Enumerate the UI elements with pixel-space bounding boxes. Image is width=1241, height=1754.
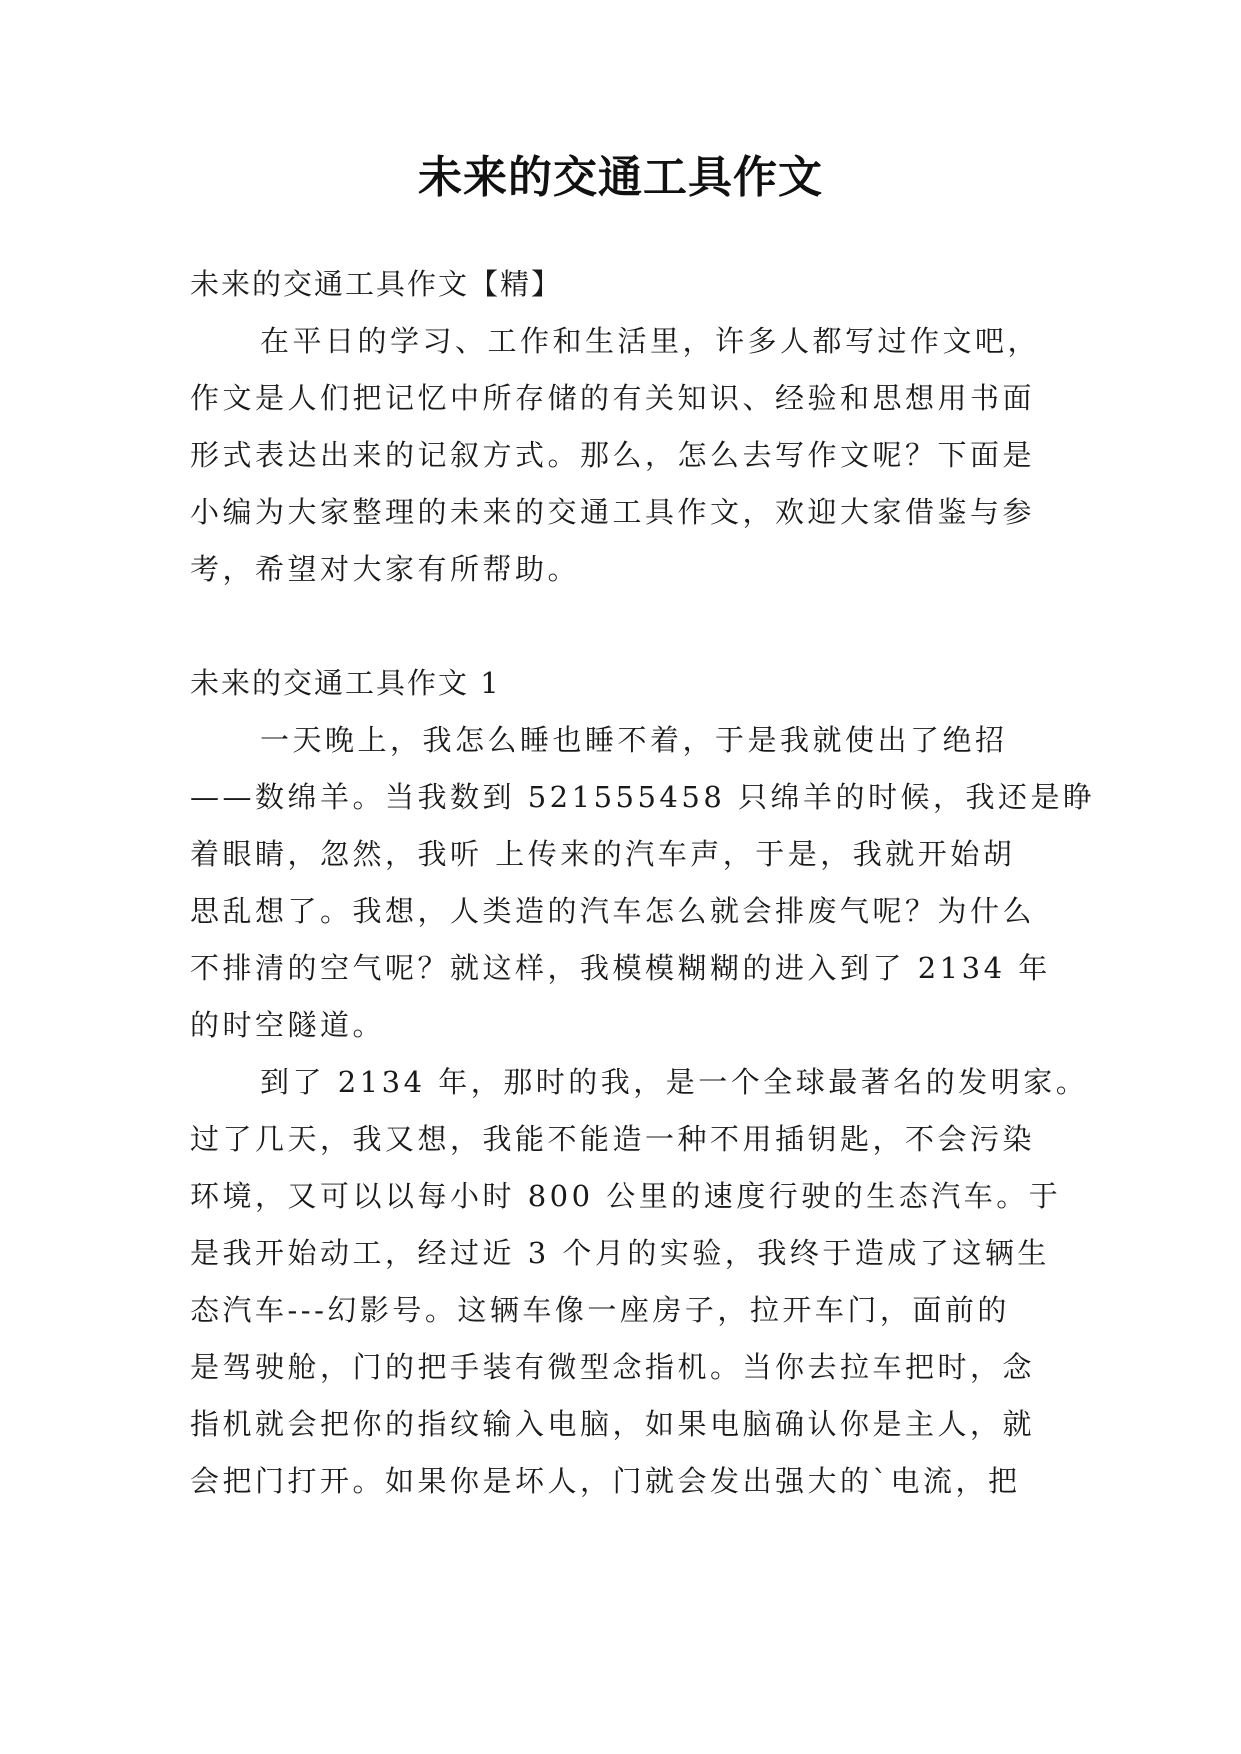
text-line: 着眼睛，忽然，我听 上传来的汽车声，于是，我就开始胡: [190, 837, 1016, 871]
text-line: 不排清的空气呢？就这样，我模模糊糊的进入到了 2134 年: [190, 951, 1051, 985]
text-line: 形式表达出来的记叙方式。那么，怎么去写作文呢？下面是: [190, 438, 1036, 472]
text-line: 态汽车---幻影号。这辆车像一座房子，拉开车门，面前的: [190, 1293, 1010, 1327]
text-line: 环境，又可以以每小时 800 公里的速度行驶的生态汽车。于: [190, 1179, 1062, 1213]
text-line: 过了几天，我又想，我能不能造一种不用插钥匙，不会污染: [190, 1122, 1036, 1156]
text-line: 到了 2134 年，那时的我，是一个全球最著名的发明家。: [260, 1065, 1089, 1099]
text-line: 指机就会把你的指纹输入电脑，如果电脑确认你是主人，就: [190, 1407, 1036, 1441]
subtitle: 未来的交通工具作文【精】: [190, 267, 563, 301]
section-heading: 未来的交通工具作文 1: [190, 666, 501, 700]
text-line: 是驾驶舱，门的把手装有微型念指机。当你去拉车把时，念: [190, 1350, 1036, 1384]
paragraph-2: [190, 1054, 1089, 1510]
paragraph-1: [190, 712, 1096, 1054]
paragraph-gap: [190, 598, 1060, 655]
text-line: 一天晚上，我怎么睡也睡不着，于是我就使出了绝招: [260, 723, 1008, 757]
text-line: 是我开始动工，经过近 3 个月的实验，我终于造成了这辆生: [190, 1236, 1050, 1270]
text-line: 会把门打开。如果你是坏人，门就会发出强大的`电流，把: [190, 1464, 1021, 1498]
text-line: 在平日的学习、工作和生活里，许多人都写过作文吧，: [260, 324, 1041, 358]
text-line: 小编为大家整理的未来的交通工具作文，欢迎大家借鉴与参: [190, 495, 1036, 529]
text-line: 作文是人们把记忆中所存储的有关知识、经验和思想用书面: [190, 381, 1036, 415]
document-body: [190, 256, 1096, 1510]
text-line: 思乱想了。我想，人类造的汽车怎么就会排废气呢？为什么: [190, 894, 1036, 928]
document-title: 未来的交通工具作文: [418, 152, 823, 203]
text-line: 考，希望对大家有所帮助。: [190, 552, 581, 586]
text-line: ——数绵羊。当我数到 521555458 只绵羊的时候，我还是睁: [190, 780, 1096, 814]
intro-paragraph: [190, 313, 1060, 598]
text-line: 的时空隧道。: [190, 1008, 386, 1042]
